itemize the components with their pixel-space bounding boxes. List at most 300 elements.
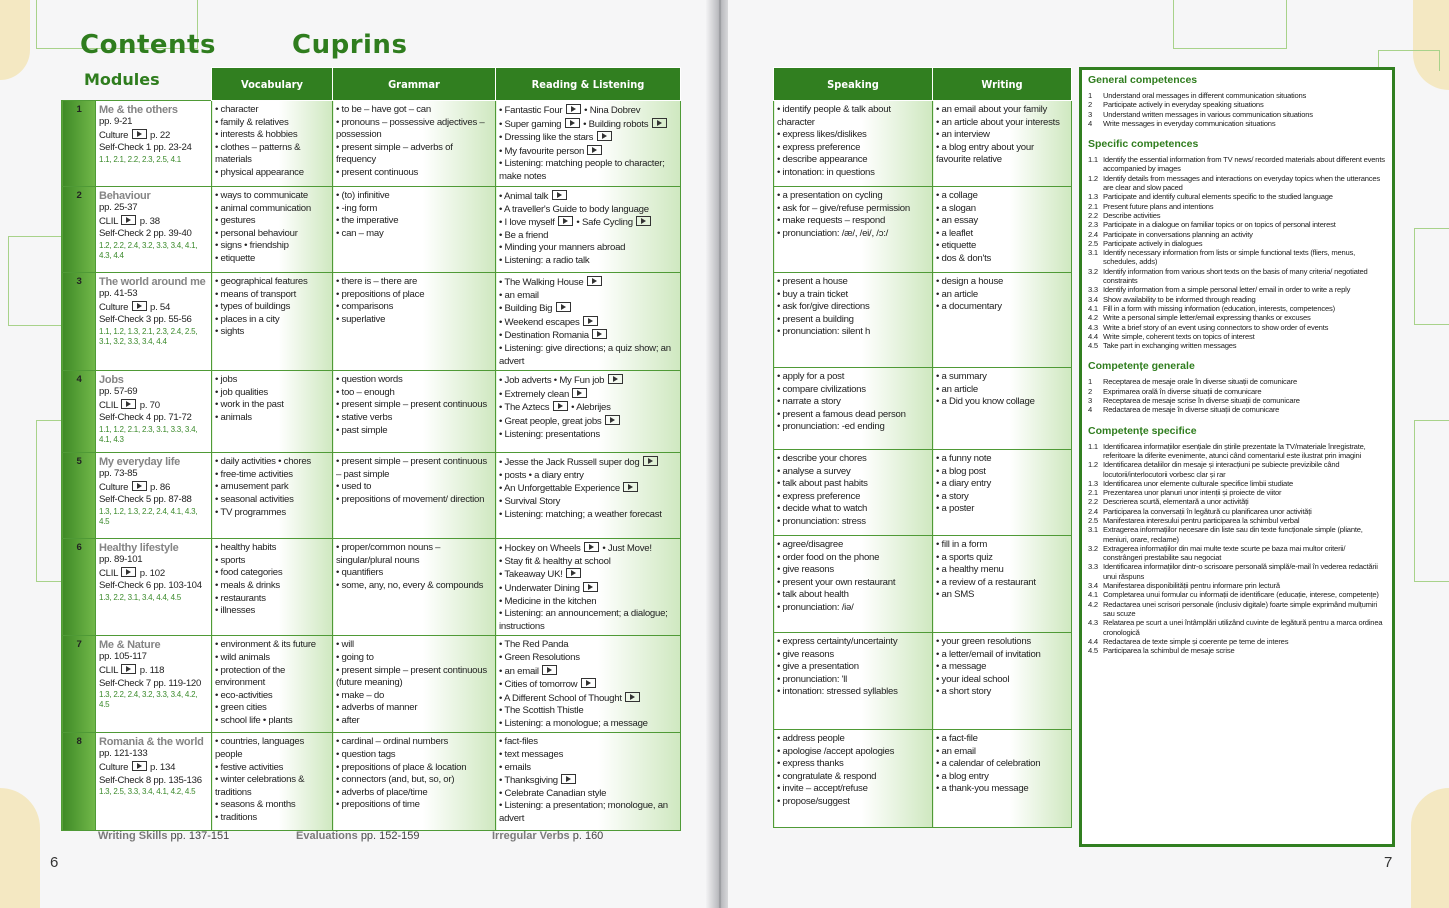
item-list <box>936 539 1069 602</box>
competence-text: Identify details from messages and interactions on everyday topics when the utterances are clear and slow paced <box>1103 173 1381 193</box>
corner-decoration <box>0 788 40 908</box>
reading-cell <box>496 371 681 453</box>
competence-number: 4.3 <box>1088 618 1098 628</box>
list-item: • will <box>336 639 493 652</box>
video-icon[interactable] <box>552 190 567 200</box>
list-item: • a leaflet <box>936 228 1069 241</box>
video-icon[interactable] <box>581 678 596 688</box>
competence-item <box>1088 396 1386 405</box>
list-item: • a slogan <box>936 203 1069 216</box>
module-info[interactable] <box>96 101 212 187</box>
list-item: • a presentation on cycling <box>777 190 930 203</box>
competence-text: Understand oral messages in different communication situations <box>1103 91 1307 100</box>
list-item: • sights <box>215 326 330 339</box>
competence-item <box>1088 220 1386 229</box>
corner-decoration <box>1413 0 1449 90</box>
page-number: 6 <box>50 854 59 871</box>
grammar-cell <box>333 733 496 831</box>
competence-item <box>1088 581 1386 590</box>
competence-number: 2.3 <box>1088 220 1098 230</box>
list-item: • give reasons <box>777 564 930 577</box>
list-item: • meals & drinks <box>215 580 330 593</box>
writing-cell <box>933 368 1072 450</box>
list-item: • festive activities <box>215 762 330 775</box>
competence-item <box>1088 479 1386 488</box>
list-item: • posts • a diary entry <box>499 470 678 483</box>
competence-text: Participate in conversations planning an activity <box>1103 229 1253 239</box>
module-pages: pp. 121-133 <box>99 748 148 760</box>
competence-number: 4.4 <box>1088 636 1098 646</box>
list-item: • too – enough <box>336 387 493 400</box>
competence-codes: 1.3, 2.5, 3.3, 3.4, 4.1, 4.2, 4.5 <box>99 787 196 797</box>
competence-item <box>1088 646 1386 655</box>
list-item: • jobs <box>215 374 330 387</box>
list-item: • design a house <box>936 276 1069 289</box>
video-icon[interactable] <box>597 131 612 141</box>
list-item: • personal behaviour <box>215 228 330 241</box>
list-item: • pronunciation: /iə/ <box>777 602 930 615</box>
competence-item <box>1088 119 1386 128</box>
list-item: • adverbs of place/time <box>336 787 493 800</box>
competence-number: 3.2 <box>1088 543 1098 553</box>
list-item: • quantifiers <box>336 567 493 580</box>
module-title: Behaviour <box>99 190 151 202</box>
list-item: • eco-activities <box>215 690 330 703</box>
item-list <box>499 639 678 730</box>
item-list <box>215 456 330 519</box>
module-number: 3 <box>62 273 96 371</box>
list-item: • a poster <box>936 503 1069 516</box>
video-icon[interactable] <box>652 118 667 128</box>
competence-text: Identify necessary information from lists or simple functional texts (fliers, menus, schedules, adds) <box>1103 248 1356 267</box>
module-info[interactable] <box>96 539 212 636</box>
vocabulary-cell <box>212 453 333 539</box>
module-number: 8 <box>62 733 96 831</box>
item-list <box>499 276 678 368</box>
speaking-cell <box>774 187 933 273</box>
speaking-cell <box>774 730 933 828</box>
list-item: • TV programmes <box>215 507 330 520</box>
list-item: • intonation: in questions <box>777 167 930 180</box>
item-list <box>936 190 1069 266</box>
item-list <box>215 639 330 727</box>
list-item: • The Red Panda <box>499 639 678 652</box>
list-item: • a thank-you message <box>936 783 1069 796</box>
list-item: • illnesses <box>215 605 330 618</box>
module-pages: CLIL p. 70 <box>99 399 160 411</box>
competence-codes: 1.1, 1.2, 1.3, 2.1, 2.3, 2.4, 2.5, 3.1, 3.2, 3.3, 3.4, 4.4 <box>99 326 198 346</box>
competence-text: Identify information from a simple personal letter/ email in order to write a reply <box>1103 285 1351 295</box>
list-item: • signs • friendship <box>215 240 330 253</box>
footer-pages: pp. 137-151 <box>170 830 230 842</box>
item-list <box>215 276 330 339</box>
module-pages: pp. 9-21 <box>99 116 133 127</box>
module-row <box>62 539 681 636</box>
item-list <box>336 456 493 506</box>
video-icon[interactable] <box>553 401 568 411</box>
module-row <box>774 536 1072 633</box>
list-item: • a summary <box>936 371 1069 384</box>
competence-item <box>1088 442 1386 461</box>
competence-number: 2.4 <box>1088 229 1098 239</box>
competence-text: Participarea la schimbul de mesaje scrise <box>1103 646 1235 656</box>
header-vocabulary: Vocabulary <box>212 68 333 101</box>
module-pages: CLIL p. 118 <box>99 664 165 676</box>
item-list <box>499 542 678 633</box>
module-number: 1 <box>62 101 96 187</box>
vocabulary-cell <box>212 636 333 733</box>
list-item: • animal communication <box>215 203 330 216</box>
vocabulary-cell <box>212 371 333 453</box>
competence-number: 1.3 <box>1088 192 1098 202</box>
list-item: • stative verbs <box>336 412 493 425</box>
video-icon[interactable] <box>583 316 598 326</box>
list-item: • a collage <box>936 190 1069 203</box>
list-item: • healthy habits <box>215 542 330 555</box>
frame-decoration <box>8 236 65 326</box>
competence-number: 3 <box>1088 396 1093 406</box>
header-grammar: Grammar <box>333 68 496 101</box>
video-icon[interactable] <box>558 216 573 226</box>
competence-text: Take part in exchanging written messages <box>1103 341 1237 351</box>
video-icon[interactable] <box>561 774 576 784</box>
list-item: • Animal talk <box>499 190 678 204</box>
module-info[interactable] <box>96 187 212 273</box>
competence-text: Write a brief story of an event using connectors to show order of events <box>1103 322 1329 332</box>
list-item: • Super gaming • Building robots <box>499 118 678 132</box>
competence-heading: Competențe specifice <box>1088 424 1197 437</box>
video-icon[interactable] <box>566 568 581 578</box>
competence-item <box>1088 387 1386 396</box>
list-item: • fill in a form <box>936 539 1069 552</box>
competence-text: Exprimarea orală în diverse situații de comunicare <box>1103 386 1262 396</box>
list-item: • physical appearance <box>215 167 330 180</box>
modules-label: Modules <box>84 70 160 89</box>
list-item: • countries, languages people <box>215 736 330 761</box>
module-title: Jobs <box>99 374 124 387</box>
competence-text: Relatarea pe scurt a unei întâmplări utilizând cuvinte de legătură pentru a marca ordinea cronologică <box>1103 618 1383 637</box>
list-item: • job qualities <box>215 387 330 400</box>
list-item: • your green resolutions <box>936 636 1069 649</box>
list-item: • past simple <box>336 425 493 438</box>
competence-text: Receptarea de mesaje scrise în diverse situații de comunicare <box>1103 396 1300 406</box>
module-info[interactable] <box>96 273 212 371</box>
list-item: • Medicine in the kitchen <box>499 596 678 609</box>
module-info[interactable] <box>96 371 212 453</box>
list-item: • present simple – present continuous – past simple <box>336 456 493 481</box>
list-item: • -ing form <box>336 203 493 216</box>
competence-number: 2 <box>1088 100 1093 110</box>
competence-text: Completarea unui formular cu informații de identificare (educație, interese, competențe) <box>1103 590 1379 600</box>
item-list <box>936 636 1069 699</box>
competence-text: Describe activities <box>1103 210 1161 220</box>
list-item: • animals <box>215 412 330 425</box>
module-info[interactable] <box>96 453 212 539</box>
list-item: • food categories <box>215 567 330 580</box>
list-item: • A Different School of Thought <box>499 692 678 706</box>
list-item: • order food on the phone <box>777 552 930 565</box>
list-item: • Building Big <box>499 302 678 316</box>
competence-codes: 1.1, 1.2, 2.1, 2.3, 3.1, 3.3, 3.4, 4.1, 4.3 <box>99 424 198 444</box>
video-icon[interactable] <box>592 329 607 339</box>
list-item: • a documentary <box>936 301 1069 314</box>
module-info[interactable] <box>96 636 212 733</box>
competence-number: 2.5 <box>1088 515 1098 525</box>
module-title: The world around me <box>99 276 206 288</box>
competence-text: Descrierea scurtă, elementară a unor activități <box>1103 497 1249 507</box>
competence-number: 4.4 <box>1088 331 1098 341</box>
competence-item <box>1088 91 1386 100</box>
video-icon[interactable] <box>132 761 147 771</box>
writing-cell <box>933 536 1072 633</box>
header-spacer <box>96 68 212 101</box>
item-list <box>215 736 330 824</box>
item-list <box>336 374 493 437</box>
item-list <box>777 371 930 434</box>
list-item: • prepositions of place & location <box>336 762 493 775</box>
list-item: • Survival Story <box>499 496 678 509</box>
list-item: • connectors (and, but, so, or) <box>336 774 493 787</box>
list-item: • used to <box>336 481 493 494</box>
list-item: • question words <box>336 374 493 387</box>
list-item: • present simple – present continuous <box>336 399 493 412</box>
competence-text: Fill in a form with missing information (education, interests, competences) <box>1103 303 1335 313</box>
competence-number: 2.1 <box>1088 488 1098 498</box>
list-item: • proper/common nouns – singular/plural nouns <box>336 542 493 567</box>
video-icon[interactable] <box>132 481 147 491</box>
video-icon[interactable] <box>542 665 557 675</box>
list-item: • a healthy menu <box>936 564 1069 577</box>
footer-evaluations[interactable] <box>296 830 420 842</box>
list-item: • protection of the environment <box>215 665 330 690</box>
header-spacer <box>62 68 96 101</box>
competence-section <box>1088 138 1386 350</box>
competence-number: 4.5 <box>1088 341 1098 351</box>
competence-number: 4 <box>1088 405 1093 415</box>
competence-text: Identificarea informațiilor dintr-o scrisoare personală simplă/e-mail în vederea redactării unui răspuns <box>1103 562 1378 581</box>
item-list <box>777 539 930 615</box>
video-icon[interactable] <box>132 129 147 139</box>
list-item: • green cities <box>215 702 330 715</box>
video-icon[interactable] <box>121 399 136 409</box>
competence-item <box>1088 239 1386 248</box>
video-icon[interactable] <box>572 388 587 398</box>
video-icon[interactable] <box>132 301 147 311</box>
video-icon[interactable] <box>121 664 136 674</box>
competence-codes: 1.3, 1.2, 1.3, 2.2, 2.4, 4.1, 4.3, 4.5 <box>99 506 198 526</box>
competence-item <box>1088 313 1386 322</box>
competence-number: 2.1 <box>1088 201 1098 211</box>
item-list <box>336 104 493 180</box>
cuprins-title: Cuprins <box>292 30 408 60</box>
competence-item <box>1088 618 1386 637</box>
list-item: • clothes – patterns & materials <box>215 142 330 167</box>
competence-number: 2.4 <box>1088 506 1098 516</box>
item-list <box>499 104 678 184</box>
header-speaking: Speaking <box>774 68 933 101</box>
list-item: • Destination Romania <box>499 329 678 343</box>
module-row <box>62 187 681 273</box>
competence-number: 1 <box>1088 377 1093 387</box>
list-item: • a calendar of celebration <box>936 758 1069 771</box>
competence-item <box>1088 600 1386 619</box>
video-icon[interactable] <box>121 215 136 225</box>
competence-item <box>1088 285 1386 294</box>
competence-text: Show availability to be informed through reading <box>1103 294 1256 304</box>
list-item: • free-time activities <box>215 469 330 482</box>
left-page <box>0 0 712 908</box>
competence-item <box>1088 192 1386 201</box>
list-item: • ask for – give/refuse permission <box>777 203 930 216</box>
list-item: • Listening: give directions; a quiz show; an advert <box>499 343 678 368</box>
list-item: • types of buildings <box>215 301 330 314</box>
list-item: • seasons & months <box>215 799 330 812</box>
list-item: • The Walking House <box>499 276 678 290</box>
vocabulary-cell <box>212 539 333 636</box>
module-number: 6 <box>62 539 96 636</box>
header-writing: Writing <box>933 68 1072 101</box>
list-item: • My favourite person <box>499 145 678 159</box>
video-icon[interactable] <box>584 542 599 552</box>
video-icon[interactable] <box>623 482 638 492</box>
competence-codes: 1.1, 2.1, 2.2, 2.3, 2.5, 4.1 <box>99 154 181 164</box>
list-item: • cardinal – ordinal numbers <box>336 736 493 749</box>
module-row <box>774 368 1072 450</box>
list-item: • present your own restaurant <box>777 577 930 590</box>
module-row <box>774 730 1072 828</box>
competence-item <box>1088 460 1386 479</box>
grammar-cell <box>333 371 496 453</box>
video-icon[interactable] <box>643 456 658 466</box>
competence-heading: Competențe generale <box>1088 360 1195 373</box>
competence-text: Participate actively in everyday speaking situations <box>1103 100 1264 110</box>
module-number: 7 <box>62 636 96 733</box>
vocabulary-cell <box>212 101 333 187</box>
grammar-cell <box>333 187 496 273</box>
list-item: • apply for a post <box>777 371 930 384</box>
module-title: Healthy lifestyle <box>99 542 179 555</box>
item-list <box>499 736 678 825</box>
list-item: • congratulate & respond <box>777 771 930 784</box>
module-pages: Culture p. 22 <box>99 129 171 141</box>
competence-item <box>1088 267 1386 286</box>
module-pages: pp. 73-85 <box>99 468 138 480</box>
list-item: • etiquette <box>215 253 330 266</box>
module-pages: pp. 41-53 <box>99 288 138 299</box>
module-info[interactable] <box>96 733 212 831</box>
video-icon[interactable] <box>608 374 623 384</box>
module-title: Me & Nature <box>99 639 161 652</box>
module-row <box>62 453 681 539</box>
list-item: • an article <box>936 289 1069 302</box>
list-item: • text messages <box>499 749 678 762</box>
competence-heading: Specific competences <box>1088 138 1199 151</box>
contents-table <box>61 67 681 831</box>
list-item: • ask for/give directions <box>777 301 930 314</box>
competence-number: 1.1 <box>1088 155 1098 165</box>
speaking-cell <box>774 633 933 730</box>
list-item: • Minding your manners abroad <box>499 242 678 255</box>
list-item: • comparisons <box>336 301 493 314</box>
competence-codes: 1.2, 2.2, 2.4, 3.2, 3.3, 3.4, 4.1, 4.3, 4.4 <box>99 240 198 260</box>
competence-number: 3.4 <box>1088 581 1098 591</box>
footer-writing-skills[interactable] <box>98 830 229 842</box>
list-item: • restaurants <box>215 593 330 606</box>
item-list <box>936 453 1069 516</box>
item-list <box>336 542 493 592</box>
list-item: • geographical features <box>215 276 330 289</box>
competence-item <box>1088 405 1386 414</box>
competence-item <box>1088 525 1386 544</box>
competence-item <box>1088 248 1386 267</box>
list-item: • a diary entry <box>936 478 1069 491</box>
reading-cell <box>496 273 681 371</box>
video-icon[interactable] <box>625 692 640 702</box>
video-icon[interactable] <box>605 415 620 425</box>
speaking-cell <box>774 536 933 633</box>
footer-irregular-verbs[interactable] <box>492 830 603 842</box>
competences-panel <box>1079 67 1395 847</box>
competence-text: Present future plans and intentions <box>1103 201 1214 211</box>
list-item: • present a house <box>777 276 930 289</box>
module-row <box>62 371 681 453</box>
item-list <box>936 276 1069 314</box>
competence-item <box>1088 544 1386 563</box>
module-pages: pp. 89-101 <box>99 554 143 566</box>
reading-cell <box>496 101 681 187</box>
list-item: • a review of a restaurant <box>936 577 1069 590</box>
competence-text: Write simple, coherent texts on topics of interest <box>1103 331 1255 341</box>
competence-text: Extragerea informațiilor din mai multe texte scurte pe baza mai multor criterii/ constrângeri prestabilite sau negociat <box>1103 543 1346 563</box>
competence-text: Manifestarea interesului pentru participarea la schimbul verbal <box>1103 515 1300 525</box>
list-item: • amusement park <box>215 481 330 494</box>
video-icon[interactable] <box>121 567 136 577</box>
module-row <box>62 636 681 733</box>
video-icon[interactable] <box>636 216 651 226</box>
item-list <box>777 453 930 529</box>
competence-text: Write messages in everyday communication situations <box>1103 118 1276 128</box>
competence-text: Participate actively in dialogues <box>1103 238 1203 248</box>
list-item: • places in a city <box>215 314 330 327</box>
list-item: • Be a friend <box>499 230 678 243</box>
competence-text: Identificarea unor elemente culturale specifice limbii studiate <box>1103 478 1294 488</box>
module-row <box>774 450 1072 536</box>
module-pages: Self-Check 1 pp. 23-24 <box>99 142 192 154</box>
list-item: • an essay <box>936 215 1069 228</box>
video-icon[interactable] <box>587 145 602 155</box>
competence-number: 4.2 <box>1088 599 1098 609</box>
list-item: • express preference <box>777 142 930 155</box>
list-item: • Fantastic Four • Nina Dobrev <box>499 104 678 118</box>
list-item: • Weekend escapes <box>499 316 678 330</box>
video-icon[interactable] <box>566 104 581 114</box>
speaking-cell <box>774 101 933 187</box>
list-item: • a funny note <box>936 453 1069 466</box>
list-item: • make – do <box>336 690 493 703</box>
video-icon[interactable] <box>583 582 598 592</box>
list-item: • a sports quiz <box>936 552 1069 565</box>
video-icon[interactable] <box>556 302 571 312</box>
grammar-cell <box>333 539 496 636</box>
module-pages: Culture p. 134 <box>99 762 176 774</box>
competence-item <box>1088 341 1386 350</box>
video-icon[interactable] <box>587 276 602 286</box>
video-icon[interactable] <box>565 118 580 128</box>
vocabulary-cell <box>212 733 333 831</box>
list-item: • a letter/email of invitation <box>936 649 1069 662</box>
competence-number: 4.1 <box>1088 590 1098 600</box>
competence-item <box>1088 155 1386 174</box>
